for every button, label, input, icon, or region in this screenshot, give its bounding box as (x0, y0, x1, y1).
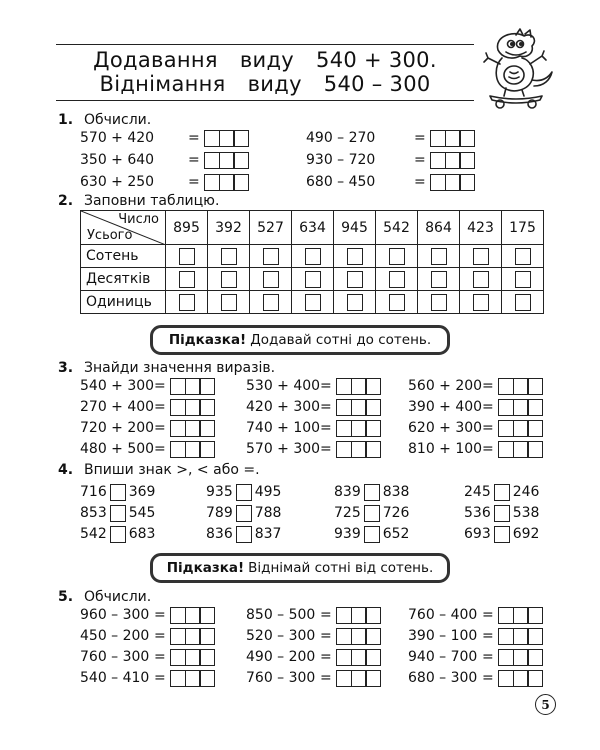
task-5-exercise: 760 – 300 = (80, 648, 215, 666)
dino-skateboard-illustration (476, 28, 556, 110)
answer-boxes[interactable] (498, 378, 544, 395)
task-5-exercise: 850 – 500 = (246, 606, 381, 624)
answer-boxes[interactable] (170, 628, 216, 645)
task-2-number: 2. (58, 193, 74, 209)
table-number: 175 (502, 211, 544, 245)
task-5-exercise: 490 – 200 = (246, 648, 381, 666)
table-number: 423 (460, 211, 502, 245)
answer-boxes[interactable] (430, 174, 476, 191)
task-3-exercise: 530 + 400 = (246, 377, 381, 395)
task-5-exercise: 760 – 300 = (246, 669, 381, 687)
sign-box[interactable] (364, 526, 380, 543)
task-5-exercise: 760 – 400 = (408, 606, 543, 624)
task-3-instruction: Знайди значення виразів. (84, 360, 276, 376)
answer-box[interactable] (179, 271, 195, 288)
answer-box[interactable] (347, 271, 363, 288)
compare-item: 935 495 (206, 484, 282, 500)
task-1-exercise: 570 + 420 = (80, 129, 249, 147)
task-5-exercise: 940 – 700 = (408, 648, 543, 666)
answer-boxes[interactable] (170, 399, 216, 416)
task-5-instruction: Обчисли. (84, 589, 152, 605)
task-5-exercise: 680 – 300 = (408, 669, 543, 687)
task-3-exercise: 270 + 400 = (80, 398, 215, 416)
answer-boxes[interactable] (170, 607, 216, 624)
task-3-exercise: 810 + 100 = (408, 440, 543, 458)
answer-box[interactable] (431, 294, 447, 311)
answer-box[interactable] (389, 271, 405, 288)
table-number: 527 (250, 211, 292, 245)
answer-box[interactable] (179, 294, 195, 311)
answer-box[interactable] (473, 248, 489, 265)
task-5-exercise: 520 – 300 = (246, 627, 381, 645)
compare-item: 542 683 (80, 526, 156, 542)
task-3-exercise: 480 + 500 = (80, 440, 215, 458)
sign-box[interactable] (494, 505, 510, 522)
answer-boxes[interactable] (430, 152, 476, 169)
answer-boxes[interactable] (498, 441, 544, 458)
answer-box[interactable] (305, 271, 321, 288)
compare-item: 939 652 (334, 526, 410, 542)
table-number: 634 (292, 211, 334, 245)
answer-box[interactable] (305, 248, 321, 265)
task-5-number: 5. (58, 589, 74, 605)
table-number: 945 (334, 211, 376, 245)
title-line-2: Віднімання виду 540 – 300 (99, 72, 431, 96)
compare-item: 725 726 (334, 505, 410, 521)
answer-boxes[interactable] (498, 399, 544, 416)
answer-box[interactable] (431, 271, 447, 288)
answer-boxes[interactable] (204, 152, 250, 169)
answer-boxes[interactable] (170, 378, 216, 395)
answer-boxes[interactable] (336, 420, 382, 437)
task-1-exercise: 490 – 270 = (306, 129, 475, 147)
sign-box[interactable] (110, 526, 126, 543)
compare-item: 853 545 (80, 505, 156, 521)
table-row-units (81, 291, 544, 314)
table-row-tens (81, 268, 544, 291)
row-label: Десятків (81, 268, 166, 291)
answer-boxes[interactable] (498, 628, 544, 645)
answer-box[interactable] (515, 248, 531, 265)
answer-boxes[interactable] (336, 670, 382, 687)
sign-box[interactable] (364, 505, 380, 522)
table-number: 542 (376, 211, 418, 245)
answer-boxes[interactable] (336, 378, 382, 395)
hint-box: Підказка! Віднімай сотні від сотень. (150, 553, 450, 583)
compare-item: 716 369 (80, 484, 156, 500)
task-1-exercise: 630 + 250 = (80, 173, 249, 191)
task-5-exercise: 960 – 300 = (80, 606, 215, 624)
answer-boxes[interactable] (204, 130, 250, 147)
sign-box[interactable] (110, 484, 126, 501)
compare-item: 693 692 (464, 526, 540, 542)
sign-box[interactable] (236, 484, 252, 501)
task-3-exercise: 570 + 300 = (246, 440, 381, 458)
row-label: Одиниць (81, 291, 166, 314)
answer-box[interactable] (221, 248, 237, 265)
answer-box[interactable] (473, 294, 489, 311)
task-3-exercise: 560 + 200 = (408, 377, 543, 395)
answer-boxes[interactable] (498, 670, 544, 687)
sign-box[interactable] (494, 526, 510, 543)
task-3-exercise: 740 + 100 = (246, 419, 381, 437)
compare-item: 789 788 (206, 505, 282, 521)
compare-item: 536 538 (464, 505, 540, 521)
title-top-rule (56, 44, 474, 45)
task-5-exercise: 450 – 200 = (80, 627, 215, 645)
sign-box[interactable] (236, 526, 252, 543)
answer-boxes[interactable] (336, 607, 382, 624)
answer-boxes[interactable] (498, 649, 544, 666)
title-bottom-rule (56, 100, 474, 101)
table-corner-cell: Число Усього (81, 211, 166, 245)
task-3-exercise: 540 + 300 = (80, 377, 215, 395)
title-line-1: Додавання виду 540 + 300. (93, 48, 437, 72)
answer-boxes[interactable] (170, 670, 216, 687)
task-3-exercise: 420 + 300 = (246, 398, 381, 416)
answer-boxes[interactable] (336, 399, 382, 416)
table-row-hundreds (81, 245, 544, 268)
sign-box[interactable] (110, 505, 126, 522)
task-5-exercise: 390 – 100 = (408, 627, 543, 645)
answer-boxes[interactable] (170, 649, 216, 666)
answer-boxes[interactable] (430, 130, 476, 147)
answer-box[interactable] (263, 248, 279, 265)
answer-box[interactable] (473, 271, 489, 288)
answer-box[interactable] (221, 271, 237, 288)
page-number: 5 (535, 694, 556, 715)
answer-box[interactable] (179, 248, 195, 265)
answer-box[interactable] (431, 248, 447, 265)
answer-boxes[interactable] (336, 441, 382, 458)
answer-box[interactable] (263, 294, 279, 311)
task-3-exercise: 720 + 200 = (80, 419, 215, 437)
sign-box[interactable] (236, 505, 252, 522)
answer-boxes[interactable] (498, 420, 544, 437)
answer-box[interactable] (263, 271, 279, 288)
task-4-instruction: Впиши знак >, < або =. (84, 462, 260, 478)
table-number: 895 (166, 211, 208, 245)
place-value-table (80, 210, 544, 314)
compare-item: 245 246 (464, 484, 540, 500)
answer-boxes[interactable] (170, 420, 216, 437)
answer-boxes[interactable] (170, 441, 216, 458)
answer-box[interactable] (305, 294, 321, 311)
task-1-exercise: 350 + 640 = (80, 151, 249, 169)
answer-boxes[interactable] (336, 628, 382, 645)
answer-boxes[interactable] (204, 174, 250, 191)
answer-boxes[interactable] (336, 649, 382, 666)
task-1-exercise: 680 – 450 = (306, 173, 475, 191)
task-4-number: 4. (58, 462, 74, 478)
task-5-exercise: 540 – 410 = (80, 669, 215, 687)
sign-box[interactable] (494, 484, 510, 501)
task-3-exercise: 620 + 300 = (408, 419, 543, 437)
sign-box[interactable] (364, 484, 380, 501)
answer-box[interactable] (389, 248, 405, 265)
hint-box: Підказка! Додавай сотні до сотень. (150, 325, 450, 355)
answer-box[interactable] (347, 294, 363, 311)
task-1-number: 1. (58, 112, 74, 128)
compare-item: 839 838 (334, 484, 410, 500)
answer-box[interactable] (389, 294, 405, 311)
task-2-instruction: Заповни таблицю. (84, 193, 220, 209)
task-3-exercise: 390 + 400 = (408, 398, 543, 416)
answer-box[interactable] (515, 271, 531, 288)
task-1-instruction: Обчисли. (84, 112, 152, 128)
answer-boxes[interactable] (498, 607, 544, 624)
answer-box[interactable] (221, 294, 237, 311)
answer-box[interactable] (347, 248, 363, 265)
table-number: 392 (208, 211, 250, 245)
answer-box[interactable] (515, 294, 531, 311)
compare-item: 836 837 (206, 526, 282, 542)
task-1-exercise: 930 – 720 = (306, 151, 475, 169)
table-number: 864 (418, 211, 460, 245)
task-3-number: 3. (58, 360, 74, 376)
row-label: Сотень (81, 245, 166, 268)
